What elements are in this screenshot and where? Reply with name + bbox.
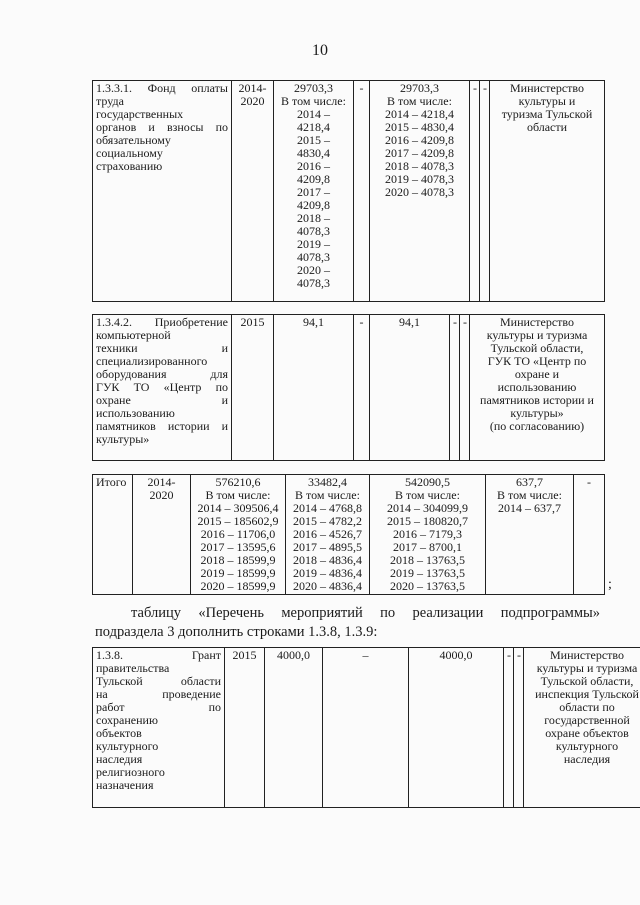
total-line: 4218,4 — [297, 120, 330, 134]
executor-line: культуры» — [510, 406, 564, 420]
activity-name-line: компьютерной — [96, 328, 171, 342]
table-row-total — [92, 474, 605, 595]
activity-name-line: объектов — [96, 726, 142, 740]
activity-name-line: религиозного — [96, 765, 165, 779]
regional-line: 2019 – 13763,5 — [390, 566, 465, 580]
total-line: 2020 – — [297, 263, 330, 277]
grand-total-line: В том числе: — [205, 488, 271, 502]
grand-total-line: 2015 – 185602,9 — [197, 514, 279, 528]
total-line: 4830,4 — [297, 146, 330, 160]
executor-line: культурного — [555, 739, 619, 753]
years-line: 2020 — [149, 488, 174, 502]
executor-line: области по — [559, 700, 615, 714]
regional-value: 94,1 — [399, 315, 420, 329]
federal-line: 33482,4 — [308, 475, 347, 489]
executor-line: (по согласованию) — [489, 419, 585, 433]
total-line: 4078,3 — [297, 224, 330, 238]
total-label: Итого — [96, 475, 127, 489]
executor-line: государственной — [544, 713, 630, 727]
executor-line: Министерство — [510, 81, 584, 95]
extra-cell — [460, 315, 470, 461]
total-line: 2018 – — [297, 211, 330, 225]
executor-line: области — [526, 120, 568, 134]
total-cell — [265, 648, 323, 808]
activity-name-line: страхованию — [96, 159, 163, 173]
grand-total-line: 576210,6 — [215, 475, 261, 489]
dash: - — [517, 648, 521, 662]
executor-line: инспекция Тульской — [535, 687, 639, 701]
activity-name-line: обязательному — [96, 133, 171, 147]
grand-total-line: 2019 – 18599,9 — [200, 566, 276, 580]
total-line: 4078,3 — [297, 276, 330, 290]
regional-line: 2015 – 4830,4 — [385, 120, 454, 134]
activity-name-line: работ по — [96, 700, 221, 714]
federal-line: 2019 – 4836,4 — [293, 566, 362, 580]
regional-line: 29703,3 — [400, 81, 439, 95]
activity-name-line: на проведение — [96, 687, 221, 701]
regional-line: 2020 – 4078,3 — [385, 185, 454, 199]
executor-line: культуры и туризма — [536, 661, 638, 675]
regional-line: 2020 – 13763,5 — [390, 579, 465, 593]
activity-name-line: 1.3.3.1. Фонд оплаты — [96, 81, 228, 95]
years-cell — [133, 475, 191, 595]
regional-line: 2016 – 7179,3 — [393, 527, 462, 541]
local-cell — [470, 81, 480, 302]
federal-cell — [354, 315, 370, 461]
grand-total-line: 2017 – 13595,6 — [200, 540, 276, 554]
activity-name-line: государственных — [96, 107, 184, 121]
regional-line: 2018 – 4078,3 — [385, 159, 454, 173]
year-cell — [225, 648, 265, 808]
regional-line: 2017 – 8700,1 — [393, 540, 462, 554]
total-cell — [274, 315, 354, 461]
regional-line: 2018 – 13763,5 — [390, 553, 465, 567]
total-line: 4209,8 — [297, 198, 330, 212]
regional-line: 2016 – 4209,8 — [385, 133, 454, 147]
executor-line: использованию — [497, 380, 577, 394]
regional-cell — [370, 315, 450, 461]
activity-name-line: охране и — [96, 393, 228, 407]
activity-name-line: культуры» — [96, 432, 150, 446]
total-line: 2016 – — [297, 159, 330, 173]
activity-name-cell — [93, 81, 232, 302]
executor-line: наследия — [563, 752, 611, 766]
federal-line: 2016 – 4526,7 — [293, 527, 362, 541]
federal-line: В том числе: — [295, 488, 360, 502]
dash: - — [483, 81, 487, 95]
executor-line: Тульской области, — [540, 674, 634, 688]
activity-name-line: наследия — [96, 752, 143, 766]
page-number: 10 — [312, 42, 328, 59]
local-cell — [504, 648, 514, 808]
instruction-paragraph — [95, 604, 600, 642]
total-cell — [274, 81, 354, 302]
years-cell — [232, 81, 274, 302]
activity-name-cell — [93, 648, 225, 808]
regional-cell — [370, 81, 470, 302]
executor-line: культуры и — [518, 94, 576, 108]
federal-line: 2017 – 4895,5 — [293, 540, 362, 554]
table-row-1-3-8 — [92, 647, 640, 808]
activity-name-line: Тульской области — [96, 674, 221, 688]
activity-name-line: органов и взносы по — [96, 120, 228, 134]
dash: - — [359, 81, 364, 95]
executor-line: Министерство — [500, 315, 574, 329]
year-value: 2015 — [240, 315, 265, 329]
executor-line: охране и — [514, 367, 560, 381]
table-row-1-3-4-2 — [92, 314, 605, 461]
years-line: 2014- — [147, 475, 176, 489]
activity-name-line: правительства — [96, 661, 170, 675]
federal-cell — [286, 475, 370, 595]
executor-line: туризма Тульской — [501, 107, 593, 121]
executor-line: ГУК ТО «Центр по — [487, 354, 587, 368]
activity-name-line: 1.3.8. Грант — [96, 648, 221, 662]
executor-cell — [470, 315, 605, 461]
federal-cell — [354, 81, 370, 302]
activity-name-line: техники и — [96, 341, 228, 355]
regional-value: 4000,0 — [439, 648, 473, 662]
total-line: 2015 – — [297, 133, 330, 147]
activity-name-line: социальному — [96, 146, 163, 160]
activity-name-cell — [93, 315, 232, 461]
total-line: 4078,3 — [297, 250, 330, 264]
regional-line: 2014 – 304099,9 — [387, 501, 468, 515]
total-label-cell — [93, 475, 133, 595]
activity-name-line: оборудования для — [96, 367, 228, 381]
local-cell — [450, 315, 460, 461]
total-value: 4000,0 — [277, 648, 310, 662]
activity-name-line: памятников истории и — [96, 419, 228, 433]
total-line: 2014 – — [297, 107, 330, 121]
regional-line: 2019 – 4078,3 — [385, 172, 454, 186]
federal-cell — [323, 648, 409, 808]
regional-cell — [370, 475, 486, 595]
total-line: 2017 – — [297, 185, 330, 199]
total-line: 29703,3 — [294, 81, 333, 95]
activity-name-line: назначения — [96, 778, 154, 792]
regional-line: 542090,5 — [405, 475, 450, 489]
activity-name-line: специализированного — [96, 354, 208, 368]
table-row-1-3-3-1 — [92, 80, 605, 302]
dash: - — [453, 315, 457, 329]
dash: - — [473, 81, 477, 95]
extra-cell — [514, 648, 524, 808]
grand-total-line: 2014 – 309506,4 — [197, 501, 279, 515]
executor-cell — [490, 81, 605, 302]
dash: - — [359, 315, 364, 329]
federal-line: 2020 – 4836,4 — [293, 579, 362, 593]
grand-total-line: 2018 – 18599,9 — [200, 553, 276, 567]
regional-line: 2015 – 180820,7 — [387, 514, 468, 528]
executor-line: охране объектов — [545, 726, 629, 740]
regional-line: В том числе: — [387, 94, 452, 108]
executor-line: Министерство — [550, 648, 624, 662]
dash: - — [507, 648, 511, 662]
federal-line: 2018 – 4836,4 — [293, 553, 362, 567]
year-cell — [232, 315, 274, 461]
total-value: 94,1 — [303, 315, 324, 329]
regional-cell — [409, 648, 504, 808]
regional-line: 2014 – 4218,4 — [385, 107, 454, 121]
trailing-semicolon: ; — [608, 577, 612, 592]
total-line: 2019 – — [297, 237, 330, 251]
activity-name-line: 1.3.4.2. Приобретение — [96, 315, 228, 329]
executor-line: культуры и туризма — [486, 328, 588, 342]
extra-cell — [574, 475, 605, 595]
total-line: 4209,8 — [297, 172, 330, 186]
local-line: В том числе: — [497, 488, 562, 502]
grand-total-line: 2020 – 18599,9 — [200, 579, 276, 593]
local-line: 2014 – 637,7 — [498, 501, 561, 515]
local-cell — [486, 475, 574, 595]
extra-cell — [480, 81, 490, 302]
paragraph-line: таблицу «Перечень мероприятий по реализации подпрограммы» — [131, 605, 600, 621]
grand-total-line: 2016 – 11706,0 — [200, 527, 276, 541]
dash: – — [362, 648, 369, 662]
dash: - — [587, 475, 591, 489]
grand-total-cell — [191, 475, 286, 595]
federal-line: 2014 – 4768,8 — [293, 501, 362, 515]
local-line: 637,7 — [516, 475, 543, 489]
regional-line: В том числе: — [395, 488, 460, 502]
executor-cell — [524, 648, 640, 808]
federal-line: 2015 – 4782,2 — [293, 514, 362, 528]
paragraph-line: подраздела 3 дополнить строками 1.3.8, 1.3.9: — [95, 624, 378, 640]
activity-name-line: использованию — [96, 406, 175, 420]
activity-name-line: культурного — [96, 739, 159, 753]
activity-name-line: сохранению — [96, 713, 158, 727]
years-line: 2014- — [238, 81, 267, 95]
dash: - — [463, 315, 467, 329]
executor-line: Тульской области, — [490, 341, 584, 355]
activity-name-line: труда — [96, 94, 124, 108]
activity-name-line: ГУК ТО «Центр по — [96, 380, 228, 394]
regional-line: 2017 – 4209,8 — [385, 146, 454, 160]
years-line: 2020 — [240, 94, 265, 108]
year-value: 2015 — [232, 648, 257, 662]
total-line: В том числе: — [281, 94, 346, 108]
executor-line: памятников истории и — [480, 393, 594, 407]
